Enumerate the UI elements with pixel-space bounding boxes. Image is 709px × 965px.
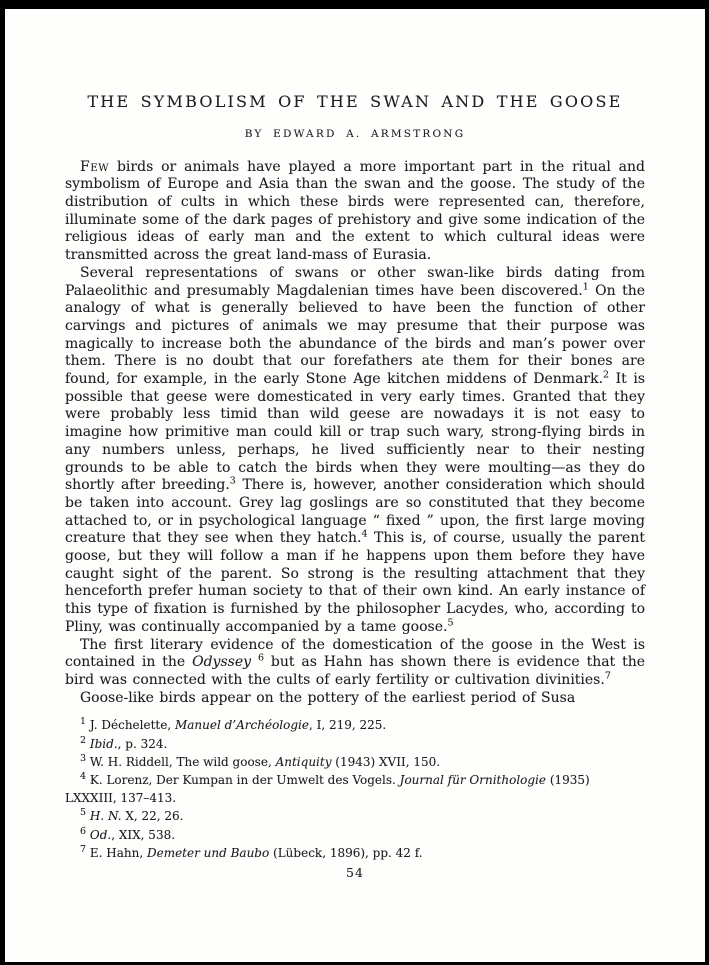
footnote-ref: 4 <box>80 771 87 782</box>
text-segment: (1935) LXXXIII, 137–413. <box>65 773 590 806</box>
footnote-ref: 3 <box>80 752 87 764</box>
text-segment: Demeter und Baubo <box>146 845 270 860</box>
footnote-ref: 3 <box>229 475 236 487</box>
body-paragraph <box>65 265 645 637</box>
text-segment: Manuel d’Archéologie <box>174 718 309 733</box>
article-title: THE SYMBOLISM OF THE SWAN AND THE GOOSE <box>87 92 623 111</box>
text-segment: This is, of course, usually the parent goose, but they will follow a man if he happens upon them before they have caught sight of the parent. So strong is the resulting attachment that they henceforth prefer human society to that of their own kind. An early instance of this type of fixation is furnished by the philosopher Lacydes, who, according to Pliny, was continually accompanied by a tame goose. <box>65 530 645 635</box>
text-segment: E. Hahn, <box>86 845 147 860</box>
page-content <box>5 9 705 880</box>
footnote <box>65 735 645 753</box>
text-segment: (1943) XVII, 150. <box>331 754 441 769</box>
page-number: 54 <box>346 865 364 881</box>
text-segment: but as Hahn has shown there is evidence that the bird was connected with the cults of early fertility or cultivation divinities. <box>65 654 646 688</box>
text-segment: Ibid. <box>89 736 118 751</box>
footnote-ref: 2 <box>603 369 610 381</box>
article-byline: BY EDWARD A. ARMSTRONG <box>244 127 466 140</box>
text-segment: birds or animals have played a more important part in the ritual and symbolism of Europe and Asia than the swan and the goose. The study of the distribution of cults in which these birds were represented can, therefore, illuminate some of the dark pages of prehistory and give some indication of the religious ideas of early man and the extent to which cultural ideas were transmitted across the great land-mass of Eurasia. <box>65 158 645 264</box>
text-segment: W. H. Riddell, The wild goose, <box>86 754 276 769</box>
text-segment: Several representations of swans or other swan-like birds dating from Palaeolithic and presumably Magdalenian times have been discovered. <box>65 264 645 299</box>
text-segment: The first literary evidence of the domestication of the goose in the West is contained in the <box>65 636 645 671</box>
body-paragraph <box>65 637 645 690</box>
text-segment: , I, 219, 225. <box>308 718 387 733</box>
text-segment: There is, however, another consideration which should be taken into account. Grey lag goslings are so constituted that they become attached to, or in psychological language “ fixed ” upon, the first large moving creature that they see when they hatch. <box>65 477 645 547</box>
text-segment: , p. 324. <box>117 736 168 751</box>
footnote-ref: 5 <box>80 807 87 819</box>
text-segment: It is possible that geese were domesticated in very early times. Granted that they were probably less timid than wild geese are nowadays it is not easy to imagine how primitive man could kill or trap such wary, strong-flying birds in any numbers unless, perhaps, he lived sufficiently near to their nesting grounds to be able to catch the birds when they were moulting—as they do shortly after breeding. <box>65 371 645 494</box>
footnote-ref: 4 <box>361 528 368 540</box>
footnote <box>65 807 645 825</box>
footnote <box>65 844 645 862</box>
text-segment: (Lübeck, 1896), pp. 42 f. <box>269 845 423 860</box>
body-paragraph <box>65 690 645 708</box>
article-body <box>65 159 645 708</box>
text-segment: , XIX, 538. <box>111 827 176 842</box>
body-paragraph <box>65 159 645 265</box>
text-segment: Odyssey <box>192 654 252 671</box>
footnote-ref: 7 <box>80 843 87 855</box>
footnote-ref: 6 <box>80 825 87 837</box>
text-segment: Od. <box>89 827 112 842</box>
footnote <box>65 716 645 734</box>
text-segment: J. Déchelette, <box>86 718 175 733</box>
text-segment: K. Lorenz, Der Kumpan in der Umwelt des Vogels. <box>86 773 400 787</box>
footnote-ref: 5 <box>447 617 454 629</box>
footnotes-section <box>65 716 645 862</box>
text-segment: X, 22, 26. <box>121 809 184 824</box>
footnote-ref: 2 <box>80 734 87 746</box>
footnote-ref: 7 <box>604 670 611 682</box>
footnote-ref: 6 <box>257 652 264 664</box>
text-segment: H. N. <box>89 809 122 824</box>
footnote <box>65 826 645 844</box>
text-segment <box>251 654 258 670</box>
text-segment: Antiquity <box>275 754 332 769</box>
footnote-ref: 1 <box>582 280 589 292</box>
text-segment: Goose-like birds appear on the pottery of the earliest period of Susa <box>80 689 576 706</box>
text-segment: On the analogy of what is generally believed to have been the function of other carvings and pictures of animals we may presume that their purpose was magically to increase both the abundance of the birds and man’s power over them. There is no doubt that our forefathers ate them for their bones are found, for example, in the early Stone Age kitchen middens of Denmark. <box>65 282 645 388</box>
text-segment: Few <box>80 158 110 175</box>
document-page <box>5 9 705 962</box>
footnote <box>65 771 645 807</box>
footnote <box>65 753 645 771</box>
footnote-ref: 1 <box>80 716 87 728</box>
text-segment: Journal für Ornithologie <box>399 773 546 787</box>
